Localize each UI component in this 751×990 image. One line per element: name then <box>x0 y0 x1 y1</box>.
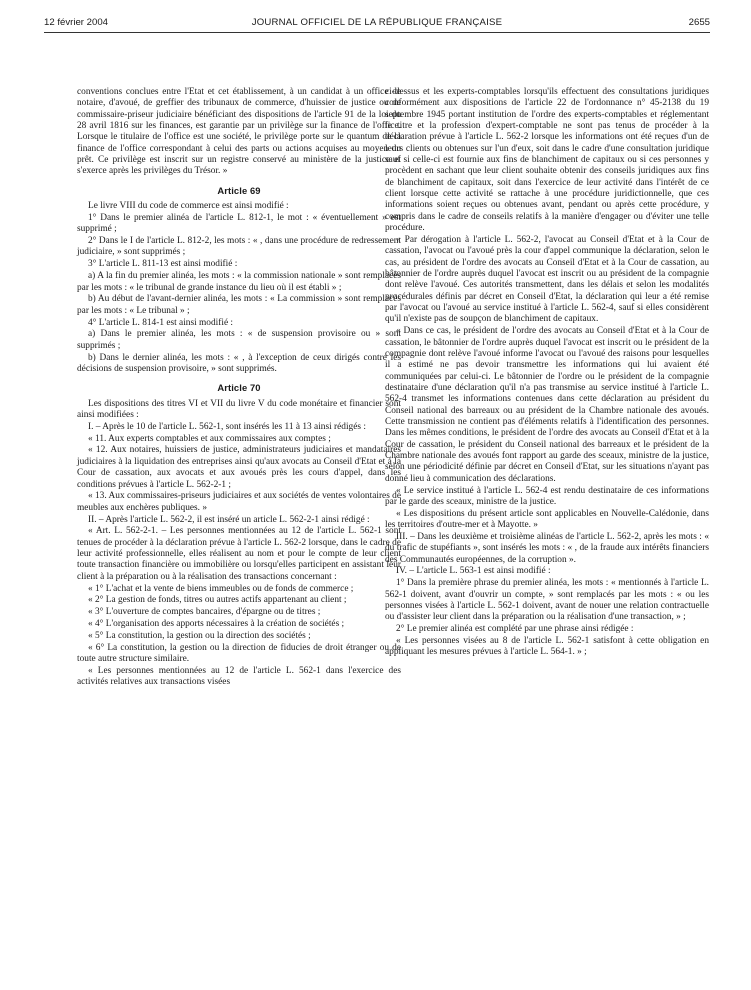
paragraph: « Le service institué à l'article L. 562-4 est rendu destinataire de ces informations par le garde des sceaux, ministre de la justice. <box>385 485 709 507</box>
paragraph: II. – Après l'article L. 562-2, il est inséré un article L. 562-2-1 ainsi rédigé : <box>88 514 370 525</box>
paragraph: « Les dispositions du présent article sont applicables en Nouvelle-Calédonie, dans les territoires d'outre-mer et à Mayotte. » <box>385 508 709 531</box>
paragraph: IV. – L'article L. 563-1 est ainsi modifié : <box>396 566 551 577</box>
article-heading: Article 70 <box>217 382 261 394</box>
paragraph: « 3° L'ouverture de comptes bancaires, d'épargne ou de titres ; <box>88 607 321 618</box>
paragraph: « 4° L'organisation des apports nécessaires à la création de sociétés ; <box>88 619 345 630</box>
paragraph: Le livre VIII du code de commerce est ainsi modifié : <box>88 201 289 212</box>
paragraph: « 6° La constitution, la gestion ou la direction de fiducies de droit étranger ou de toute autre structure similaire. <box>77 642 401 665</box>
paragraph: 4° L'article L. 814-1 est ainsi modifié : <box>88 317 234 328</box>
paragraph: « Dans ce cas, le président de l'ordre des avocats au Conseil d'Etat et à la Cour de cassation, le bâtonnier de l'ordre auprès duquel l'avocat est inscrit ou le président de la compagnie dont relève l'avoué informe l'avocat ou l'avoué des raisons pour lesquelles il a estimé ne pas devoir transmettre les informations qui lui avaient été communiquées par celui-ci. Le bâtonnier de l'ordre ou le président de la compagnie destinataire d'une déclaration qu'il n'a pas transmise au service institué à l'article L. 562-4 transmet les informations contenues dans cette déclaration au président du Conseil national des barreaux ou au président de la Chambre nationale des avoués. Cette transmission ne contient pas d'éléments relatifs à l'identification des personnes. Dans les mêmes conditions, le président de l'ordre des avocats au Conseil d'Etat et à la Cour de cassation, le président du Conseil national des barreaux et le président de la Chambre nationale des avoués font rapport au garde des sceaux, ministre de la justice, selon une périodicité définie par décret en Conseil d'Etat, sur les situations n'ayant pas donné lieu à communication des déclarations. <box>385 326 709 484</box>
page-number: 2655 <box>688 17 710 28</box>
journal-title: JOURNAL OFFICIEL DE LA RÉPUBLIQUE FRANÇAISE <box>251 17 503 28</box>
paragraph: I. – Après le 10 de l'article L. 562-1, sont insérés les 11 à 13 ainsi rédigés : <box>88 421 366 432</box>
right-column <box>385 87 709 659</box>
paragraph: Les dispositions des titres VI et VII du livre V du code monétaire et financier sont ainsi modifiées : <box>77 398 401 420</box>
paragraph: 2° Dans le I de l'article L. 812-2, les mots : « , dans une procédure de redressement judiciaire, » sont supprimés ; <box>77 236 401 258</box>
paragraph: « 13. Aux commissaires-priseurs judiciaires et aux sociétés de ventes volontaires de meubles aux enchères publiques. » <box>77 491 401 513</box>
paragraph: « Les personnes visées au 8 de l'article L. 562-1 satisfont à cette obligation en appliquant les mesures prévues à l'article L. 564-1. » ; <box>385 636 709 658</box>
left-column <box>77 87 401 689</box>
paragraph: « 12. Aux notaires, huissiers de justice, administrateurs judiciaires et mandataires judiciaires à la liquidation des entreprises ainsi qu'aux avocats au Conseil d'Etat et à la Cour de cassation, aux avocats et aux avoués près les cours d'appel, dans les conditions prévues à l'article L. 562-2-1 ; <box>77 445 401 490</box>
article-heading: Article 69 <box>217 184 261 196</box>
paragraph: conventions conclues entre l'Etat et cet établissement, à un candidat à un office de notaire, d'avoué, de greffier des tribunaux de commerce, d'huissier de justice ou de commissaire-priseur judiciaire bénéficiant des dispositions de l'article 91 de la loi du 28 avril 1816 sur les finances, est garantie par un privilège sur la finance de l'office. Lorsque le titulaire de l'office est une société, le privilège porte sur le quantum de la finance de l'office correspondant à celui des parts ou actions acquises au moyen du prêt. Ce privilège est inscrit sur un registre conservé au ministère de la justice et s'exerce après les privilèges du Trésor. » <box>77 87 401 177</box>
paragraph: b) Au début de l'avant-dernier alinéa, les mots : « La commission » sont remplacés par les mots : « Le tribunal » ; <box>77 294 401 316</box>
paragraph: « Art. L. 562-2-1. – Les personnes mentionnées au 12 de l'article L. 562-1 sont tenues de procéder à la déclaration prévue à l'article L. 562-2 lorsque, dans le cadre de leur activité professionnelle, elles réalisent au nom et pour le compte de leur client toute transaction financière ou immobilière ou lorsqu'elles participent en assistant leur client à la préparation ou à la réalisation des transactions concernant : <box>77 526 401 582</box>
paragraph: III. – Dans les deuxième et troisième alinéas de l'article L. 562-2, après les mots : « du trafic de stupéfiants », sont insérés les mots : « , de la fraude aux intérêts financiers des Communautés européennes, de la corruption ». <box>385 531 709 565</box>
paragraph: « 11. Aux experts comptables et aux commissaires aux comptes ; <box>88 433 331 444</box>
paragraph: « 1° L'achat et la vente de biens immeubles ou de fonds de commerce ; <box>88 583 354 594</box>
paragraph: « 5° La constitution, la gestion ou la direction des sociétés ; <box>88 630 311 641</box>
paragraph: 2° Le premier alinéa est complété par une phrase ainsi rédigée : <box>396 624 634 635</box>
paragraph: 1° Dans la première phrase du premier alinéa, les mots : « mentionnés à l'article L. 562-1 doivent, avant d'ouvrir un compte, » sont remplacés par les mots : « ou les personnes visées à l'article L. 562-1 doivent, avant de nouer une relation contractuelle ou d'assister leur client dans la préparation ou la réalisation d'une transaction, » ; <box>385 578 709 623</box>
paragraph: ci-dessus et les experts-comptables lorsqu'ils effectuent des consultations juridiques conformément aux dispositions de l'article 22 de l'ordonnance n° 45-2138 du 19 septembre 1945 portant institution de l'ordre des experts-comptables et réglementant le titre et la profession d'expert-comptable ne sont pas tenus de procéder à la déclaration prévue à l'article L. 562-2 lorsque les informations ont été reçues d'un de leurs clients ou obtenues sur l'un d'eux, soit dans le cadre d'une consultation juridique sauf si celle-ci est fournie aux fins de blanchiment de capitaux ou si ces personnes y procèdent en sachant que leur client souhaite obtenir des conseils juridiques aux fins de blanchiment de capitaux, soit dans l'exercice de leur activité dans l'intérêt de ce client lorsque cette activité se rattache à une procédure juridictionnelle, que ces informations soient reçues ou obtenues avant, pendant ou après cette procédure, y compris dans le cadre de conseils relatifs à la manière d'engager ou d'éviter une telle procédure. <box>385 87 709 234</box>
paragraph: a) A la fin du premier alinéa, les mots : « la commission nationale » sont remplacés par les mots : « le tribunal de grande instance du lieu où il est établi » ; <box>77 271 401 293</box>
paragraph: b) Dans le dernier alinéa, les mots : « , à l'exception de ceux dirigés contre les décisions de suspension provisoire, » sont supprimés. <box>77 352 401 374</box>
header-rule <box>44 32 710 33</box>
issue-date: 12 février 2004 <box>44 17 108 28</box>
paragraph: a) Dans le premier alinéa, les mots : « de suspension provisoire ou » sont supprimés ; <box>77 329 401 351</box>
paragraph: « 2° La gestion de fonds, titres ou autres actifs appartenant au client ; <box>88 595 347 606</box>
paragraph: 1° Dans le premier alinéa de l'article L. 812-1, le mot : « éventuellement » est supprimé ; <box>77 212 401 235</box>
paragraph: « Par dérogation à l'article L. 562-2, l'avocat au Conseil d'Etat et à la Cour de cassation, l'avocat ou l'avoué près la cour d'appel communique la déclaration, selon le cas, au président de l'ordre des avocats au Conseil d'Etat et à la Cour de cassation, au bâtonnier de l'ordre auprès duquel l'avocat est inscrit ou au président de la compagnie dont relève l'avoué. Ces autorités transmettent, dans les délais et selon les modalités procédurales définis par décret en Conseil d'Etat, la déclaration qui leur a été remise par l'avocat ou l'avoué au service institué à l'article L. 562-4, sauf si elles considèrent qu'il n'existe pas de soupçon de blanchiment de capitaux. <box>385 234 709 325</box>
paragraph: 3° L'article L. 811-13 est ainsi modifié : <box>88 259 238 270</box>
paragraph: « Les personnes mentionnées au 12 de l'article L. 562-1 dans l'exercice des activités relatives aux transactions visées <box>77 666 401 688</box>
